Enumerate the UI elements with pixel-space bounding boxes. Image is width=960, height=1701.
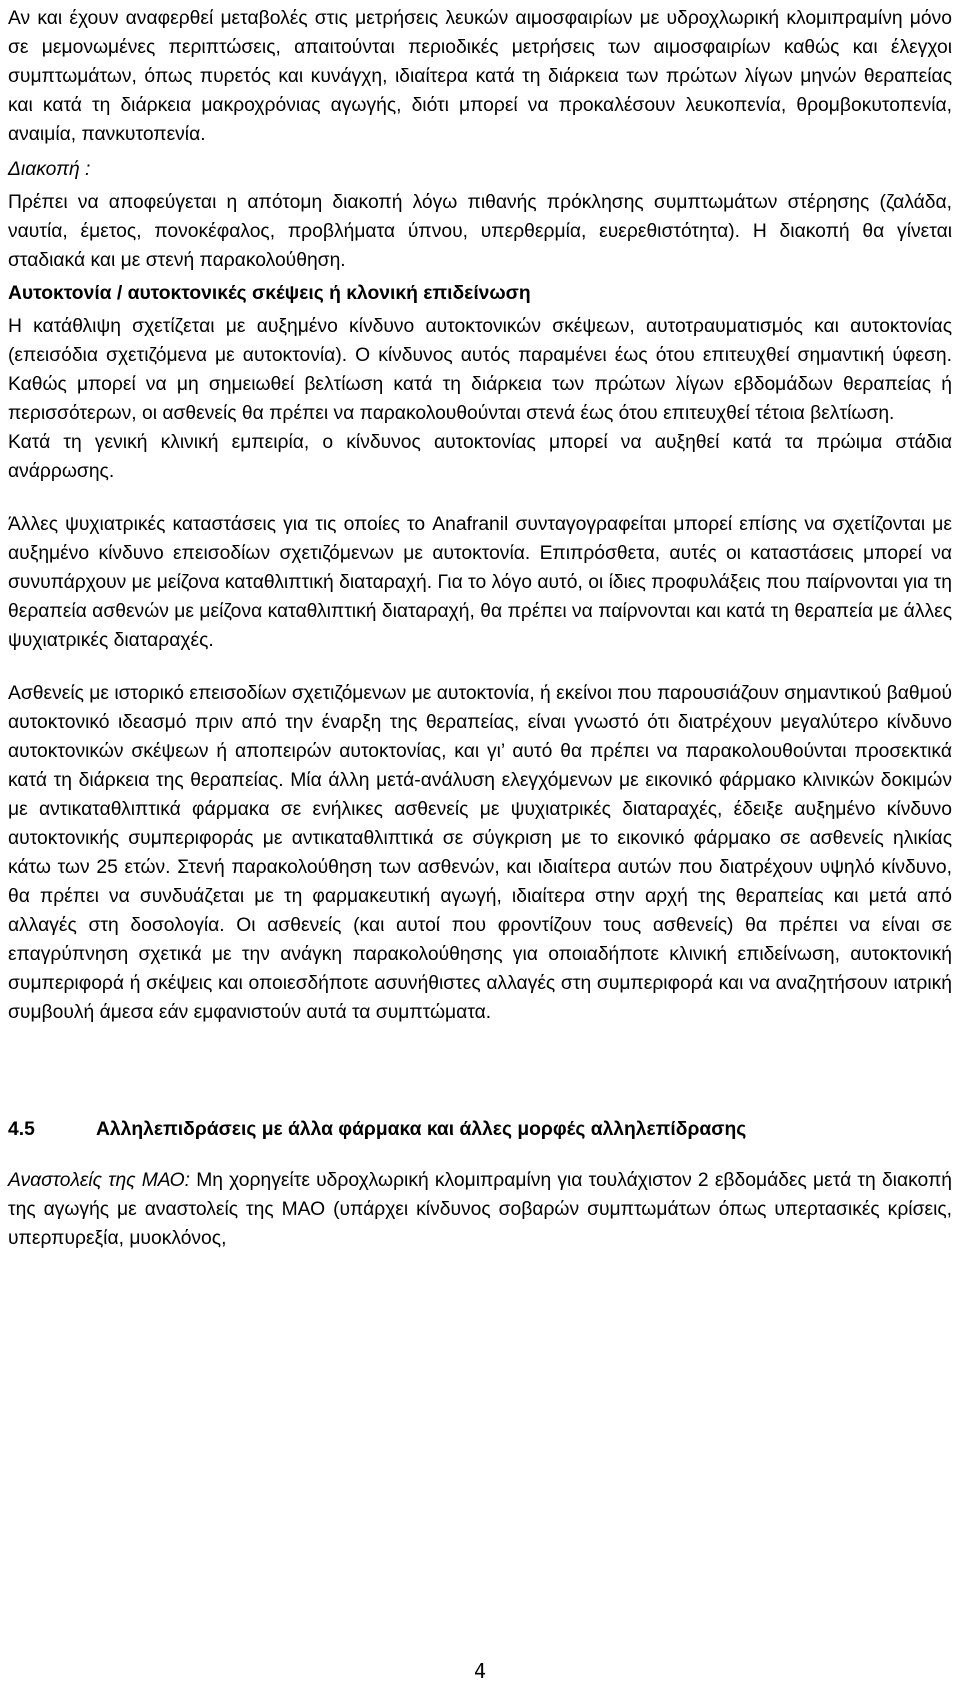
section-heading	[8, 1115, 952, 1144]
paragraph-blood-counts: Αν και έχουν αναφερθεί μεταβολές στις μετρήσεις λευκών αιμοσφαιρίων με υδροχλωρική κλομιπραμίνη μόνο σε μεμονωμένες περιπτώσεις, απαιτούνται περιοδικές μετρήσεις των αιμοσφαιρίων καθώς και έλεγχοι συμπτωμάτων, όπως πυρετός και κυνάγχη, ιδιαίτερα κατά τη διάρκεια των πρώτων λίγων μηνών θεραπείας και κατά τη διάρκεια μακροχρόνιας αγωγής, διότι μπορεί να προκαλέσουν λευκοπενία, θρομβοκυτοπενία, αναιμία, πανκυτοπενία.	[8, 8, 952, 145]
paragraph-discontinuation: Πρέπει να αποφεύγεται η απότομη διακοπή λόγω πιθανής πρόκλησης συμπτωμάτων στέρησης (ζαλάδα, ναυτία, έμετος, πονοκέφαλος, προβλήματα ύπνου, υπερθερμία, ευερεθιστότητα). Η διακοπή θα γίνεται σταδιακά και με στενή παρακολούθηση.	[8, 192, 952, 271]
mao-label: Αναστολείς της ΜΑΟ:	[8, 1170, 191, 1191]
suicide-heading: Αυτοκτονία / αυτοκτονικές σκέψεις ή κλονική επιδείνωση	[8, 283, 531, 304]
section-title: Αλληλεπιδράσεις με άλλα φάρμακα και άλλες μορφές αλληλεπίδρασης	[96, 1119, 747, 1140]
paragraph-depression-risk: Η κατάθλιψη σχετίζεται με αυξημένο κίνδυνο αυτοκτονικών σκέψεων, αυτοτραυματισμός και αυτοκτονίας (επεισόδια σχετιζόμενα με αυτοκτονία). Ο κίνδυνος αυτός παραμένει έως ότου επιτευχθεί σημαντική ύφεση. Καθώς μπορεί να μη σημειωθεί βελτίωση κατά τη διάρκεια των πρώτων λίγων εβδομάδων θεραπείας ή περισσότερων, οι ασθενείς θα πρέπει να παρακολουθούνται στενά έως ότου επιτευχθεί τέτοια βελτίωση.	[8, 316, 952, 424]
paragraph-history-patients: Ασθενείς με ιστορικό επεισοδίων σχετιζόμενων με αυτοκτονία, ή εκείνοι που παρουσιάζουν σημαντικού βαθμού αυτοκτονικό ιδεασμό πριν από την έναρξη της θεραπείας, είναι γνωστό ότι διατρέχουν μεγαλύτερο κίνδυνο αυτοκτονικών σκέψεων ή αποπειρών αυτοκτονίας, και γι’ αυτό θα πρέπει να παρακολουθούνται προσεκτικά κατά τη διάρκεια της θεραπείας. Μία άλλη μετά-ανάλυση ελεγχόμενων με εικονικό φάρμακο κλινικών δοκιμών με αντικαταθλιπτικά φάρμακα σε ενήλικες ασθενείς με ψυχιατρικές διαταραχές, έδειξε αυξημένο κίνδυνο αυτοκτονικής συμπεριφοράς με αντικαταθλιπτικά σε σύγκριση με το εικονικό φάρμακο σε ασθενείς ηλικίας κάτω των 25 ετών. Στενή παρακολούθηση των ασθενών, και ιδιαίτερα αυτών που διατρέχουν υψηλό κίνδυνο, θα πρέπει να συνδυάζεται με τη φαρμακευτική αγωγή, ιδιαίτερα στην αρχή της θεραπείας και μετά από αλλαγές στη δοσολογία. Οι ασθενείς (και αυτοί που φροντίζουν τους ασθενείς) θα πρέπει να είναι σε επαγρύπνηση σχετικά με την ανάγκη παρακολούθησης για οποιαδήποτε κλινική επιδείνωση, αυτοκτονική συμπεριφορά ή σκέψεις και οποιεσδήποτε ασυνήθιστες αλλαγές στη συμπεριφορά και να αναζητήσουν ιατρική συμβουλή άμεσα εάν εμφανιστούν αυτά τα συμπτώματα.	[8, 683, 952, 1023]
paragraph-other-conditions: Άλλες ψυχιατρικές καταστάσεις για τις οποίες το Anafranil συνταγογραφείται μπορεί επίσης να σχετίζονται με αυξημένο κίνδυνο επεισοδίων σχετιζόμενων με αυτοκτονία. Επιπρόσθετα, αυτές οι καταστάσεις μπορεί να συνυπάρχουν με μείζονα καταθλιπτική διαταραχή. Για το λόγο αυτό, οι ίδιες προφυλάξεις που παίρνονται για τη θεραπεία ασθενών με μείζονα καταθλιπτική διαταραχή, θα πρέπει να παίρνονται και κατά τη θεραπεία με άλλες ψυχιατρικές διαταραχές.	[8, 514, 952, 651]
section-number: 4.5	[8, 1119, 35, 1140]
paragraph-recovery-risk: Κατά τη γενική κλινική εμπειρία, ο κίνδυνος αυτοκτονίας μπορεί να αυξηθεί κατά τα πρώιμα στάδια ανάρρωσης.	[8, 432, 952, 482]
paragraph-mao-inhibitors	[8, 1166, 952, 1253]
mao-text: Μη χορηγείτε υδροχλωρική κλομιπραμίνη για τουλάχιστον 2 εβδομάδες μετά τη διακοπή της αγωγής με αναστολείς της ΜΑΟ (υπάρχει κίνδυνος σοβαρών συμπτωμάτων όπως υπερτασικές κρίσεις, υπερπυρεξία, μυοκλόνος,	[8, 1170, 952, 1249]
discontinuation-label: Διακοπή :	[8, 159, 91, 180]
document-body	[8, 4, 952, 1253]
page-number: 4	[473, 1659, 487, 1683]
